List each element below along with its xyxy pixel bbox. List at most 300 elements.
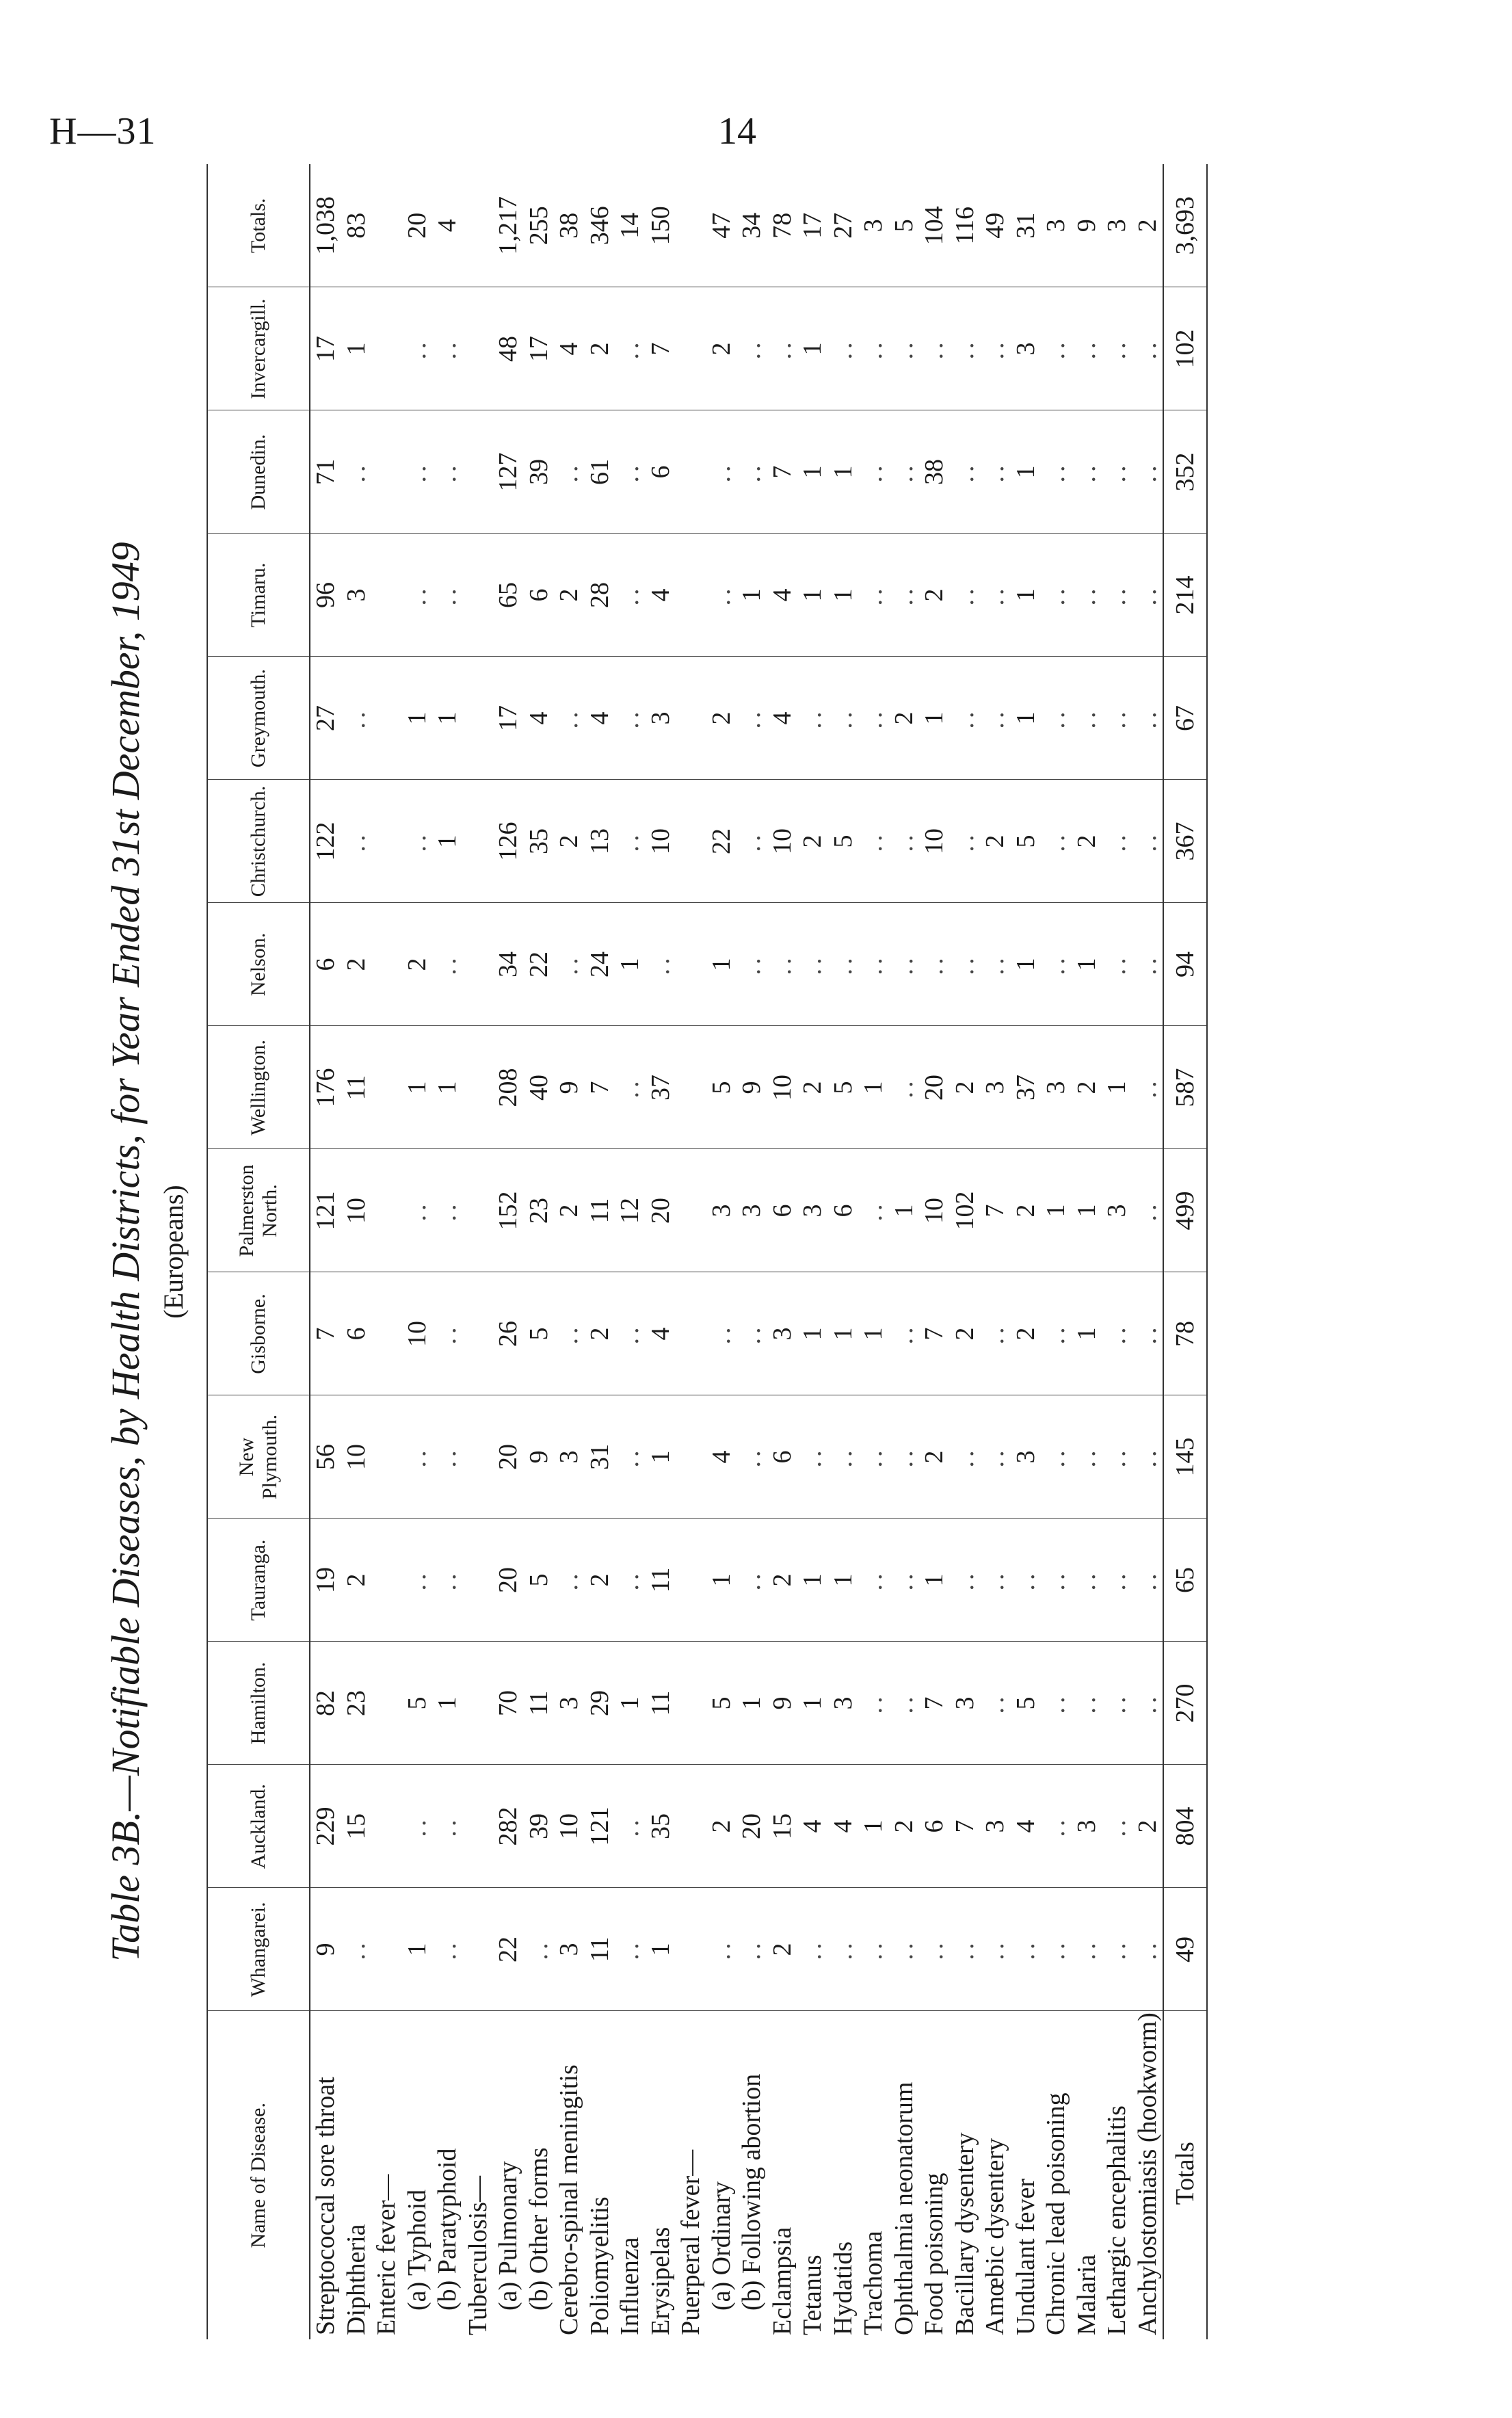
table-cell: 17 (493, 657, 524, 780)
table-cell: 1 (797, 410, 828, 534)
table-cell: 3 (980, 1026, 1011, 1149)
table-cell: 208 (493, 1026, 524, 1149)
table-cell: 6 (646, 410, 676, 534)
column-header: Nelson. (207, 903, 310, 1026)
table-cell: 15 (341, 1765, 372, 1888)
disease-name: (b) Following abortion (737, 2073, 766, 2311)
table-cell: 2 (402, 903, 433, 1026)
table-cell: 1 (615, 1642, 646, 1765)
table-cell: 1 (646, 1395, 676, 1519)
column-header: Totals. (207, 164, 310, 287)
table-cell: .. (919, 287, 950, 410)
table-cell: 11 (585, 1888, 615, 2011)
totals-cell: 67 (1163, 657, 1207, 780)
table-cell: .. (858, 903, 889, 1026)
table-cell: .. (797, 657, 828, 780)
table-cell: .. (554, 657, 585, 780)
table-cell: 2 (919, 534, 950, 657)
table-cell: 39 (524, 410, 555, 534)
table-cell: .. (706, 1272, 737, 1395)
table-cell: .. (402, 1395, 433, 1519)
table-cell: 3 (554, 1642, 585, 1765)
table-cell: 3 (341, 534, 372, 657)
column-header: Christchurch. (207, 780, 310, 903)
table-cell (371, 1765, 402, 1888)
table-cell: .. (341, 1888, 372, 2011)
table-cell: .. (1041, 1519, 1072, 1642)
table-cell: .. (1072, 1519, 1102, 1642)
table-cell: .. (737, 1395, 767, 1519)
table-cell: 176 (310, 1026, 341, 1149)
table-cell: .. (767, 903, 798, 1026)
rotated-table-block (103, 164, 1334, 2339)
table-cell: 1 (828, 1272, 859, 1395)
table-cell: .. (1072, 287, 1102, 410)
column-header: Gisborne. (207, 1272, 310, 1395)
table-cell: 1 (858, 1272, 889, 1395)
table-cell: 4 (432, 164, 463, 287)
table-subtitle: (Europeans) (158, 1185, 189, 1319)
column-header: Auckland. (207, 1765, 310, 1888)
table-cell: 1 (1041, 1149, 1072, 1272)
table-cell: .. (889, 1519, 920, 1642)
table-cell: 26 (493, 1272, 524, 1395)
table-cell: .. (767, 287, 798, 410)
table-cell: 1 (1011, 657, 1042, 780)
table-cell: .. (615, 1519, 646, 1642)
table-cell: 2 (767, 1519, 798, 1642)
table-cell: 39 (524, 1765, 555, 1888)
table-cell: 6 (767, 1395, 798, 1519)
table-cell: 1 (919, 657, 950, 780)
table-cell: .. (889, 1272, 920, 1395)
column-header: Whangarei. (207, 1888, 310, 2011)
table-cell: .. (737, 287, 767, 410)
table-cell: 102 (950, 1149, 981, 1272)
table-header-row (207, 164, 310, 2339)
table-cell: 27 (310, 657, 341, 780)
table-cell: 12 (615, 1149, 646, 1272)
table-row (980, 164, 1011, 2339)
disease-name: (b) Paratyphoid (433, 2148, 462, 2311)
table-cell: 5 (828, 780, 859, 903)
table-cell: .. (1072, 410, 1102, 534)
table-cell: .. (615, 287, 646, 410)
table-cell: 282 (493, 1765, 524, 1888)
table-cell: .. (1072, 534, 1102, 657)
table-cell: 2 (889, 1765, 920, 1888)
table-cell: 10 (767, 1026, 798, 1149)
table-cell: .. (797, 1888, 828, 2011)
table-cell: 3 (737, 1149, 767, 1272)
table-cell: 3 (646, 657, 676, 780)
table-cell: .. (828, 1888, 859, 2011)
table-cell: 35 (524, 780, 555, 903)
table-cell: 2 (341, 1519, 372, 1642)
table-cell: 1 (919, 1519, 950, 1642)
table-cell: .. (889, 903, 920, 1026)
table-cell: 1 (737, 534, 767, 657)
table-cell: .. (1041, 287, 1072, 410)
table-cell: 10 (341, 1149, 372, 1272)
table-cell: 1 (797, 1642, 828, 1765)
table-row (646, 164, 676, 2339)
table-body (310, 164, 1207, 2339)
table-cell: .. (950, 1519, 981, 1642)
table-cell: 4 (797, 1765, 828, 1888)
table-cell: 4 (767, 534, 798, 657)
table-cell: 1 (1011, 903, 1042, 1026)
table-cell (463, 903, 494, 1026)
table-cell: .. (980, 1395, 1011, 1519)
table-row (706, 164, 737, 2339)
totals-cell: 804 (1163, 1765, 1207, 1888)
table-row (554, 164, 585, 2339)
table-cell: .. (432, 287, 463, 410)
totals-cell: 94 (1163, 903, 1207, 1026)
table-cell: 13 (585, 780, 615, 903)
table-cell: .. (524, 1888, 555, 2011)
table-title: Table 3B.—Notifiable Diseases, by Health Districts, for Year Ended 31st December, 1949 (103, 542, 148, 1962)
table-cell: 48 (493, 287, 524, 410)
table-cell (463, 1888, 494, 2011)
table-cell: 22 (493, 1888, 524, 2011)
table-row (493, 164, 524, 2339)
table-cell: .. (1102, 1888, 1132, 2011)
table-cell: .. (950, 780, 981, 903)
table-cell: 61 (585, 410, 615, 534)
table-cell: 7 (950, 1765, 981, 1888)
disease-name: Food poisoning (920, 2172, 949, 2335)
table-cell (371, 1642, 402, 1765)
table-cell: .. (858, 1149, 889, 1272)
table-cell: .. (1072, 1395, 1102, 1519)
table-cell: .. (980, 1272, 1011, 1395)
table-row (889, 164, 920, 2339)
table-cell: 3 (797, 1149, 828, 1272)
table-cell: 34 (737, 164, 767, 287)
table-cell (676, 1519, 706, 1642)
column-header-disease-name: Name of Disease. (207, 2011, 310, 2339)
table-cell: 22 (706, 780, 737, 903)
table-cell: 10 (554, 1765, 585, 1888)
table-cell: .. (615, 1395, 646, 1519)
table-cell: 1 (1072, 903, 1102, 1026)
table-cell: .. (889, 780, 920, 903)
column-header: Palmerston North. (207, 1149, 310, 1272)
table-cell: .. (980, 1519, 1011, 1642)
table-cell (676, 903, 706, 1026)
totals-cell: 352 (1163, 410, 1207, 534)
table-cell: 9 (1072, 164, 1102, 287)
table-cell: 3 (1102, 164, 1132, 287)
table-cell: .. (432, 1395, 463, 1519)
table-cell: .. (1102, 1395, 1132, 1519)
table-cell: .. (1041, 1642, 1072, 1765)
table-row (310, 164, 341, 2339)
table-cell: .. (615, 780, 646, 903)
disease-name: Bacillary dysentery (950, 2132, 979, 2335)
table-cell: 7 (919, 1642, 950, 1765)
table-cell: .. (828, 903, 859, 1026)
table-cell: .. (615, 1765, 646, 1888)
table-cell (676, 1765, 706, 1888)
table-cell (676, 1888, 706, 2011)
table-cell: 1 (432, 780, 463, 903)
table-cell (371, 1272, 402, 1395)
table-row (858, 164, 889, 2339)
table-cell: 3 (858, 164, 889, 287)
table-cell: 2 (554, 534, 585, 657)
table-cell: .. (737, 903, 767, 1026)
table-cell: .. (432, 410, 463, 534)
table-cell: 2 (1132, 1765, 1164, 1888)
table-cell: 2 (1011, 1272, 1042, 1395)
table-cell: .. (1102, 410, 1132, 534)
table-cell: .. (1102, 1519, 1132, 1642)
table-cell: 1 (432, 1026, 463, 1149)
table-cell: 20 (646, 1149, 676, 1272)
table-cell: 3 (828, 1642, 859, 1765)
table-cell: .. (980, 657, 1011, 780)
column-header: Hamilton. (207, 1642, 310, 1765)
totals-cell: 49 (1163, 1888, 1207, 2011)
table-cell: 5 (1011, 1642, 1042, 1765)
table-cell: 4 (828, 1765, 859, 1888)
table-cell (676, 1272, 706, 1395)
table-cell: 14 (615, 164, 646, 287)
table-cell: .. (889, 1026, 920, 1149)
table-cell: .. (402, 1149, 433, 1272)
table-cell: 35 (646, 1765, 676, 1888)
table-cell (371, 1026, 402, 1149)
table-cell (463, 1026, 494, 1149)
table-cell (371, 657, 402, 780)
disease-name: Puerperal fever— (676, 2149, 705, 2335)
disease-name: Ophthalmia neonatorum (889, 2081, 918, 2335)
table-cell: .. (554, 1272, 585, 1395)
table-cell: .. (1102, 903, 1132, 1026)
table-row (432, 164, 463, 2339)
table-cell: 96 (310, 534, 341, 657)
table-cell: 3 (554, 1395, 585, 1519)
notifiable-diseases-table (207, 164, 1208, 2339)
table-cell: 1 (737, 1642, 767, 1765)
table-cell: .. (950, 657, 981, 780)
table-cell: 1 (1102, 1026, 1132, 1149)
table-cell: 2 (797, 1026, 828, 1149)
table-cell: 3 (950, 1642, 981, 1765)
table-cell: .. (1041, 903, 1072, 1026)
table-cell (676, 1026, 706, 1149)
table-cell: .. (1132, 1395, 1164, 1519)
disease-name: Amœbic dysentery (981, 2138, 1009, 2335)
totals-cell: 587 (1163, 1026, 1207, 1149)
table-cell (676, 1395, 706, 1519)
table-cell (676, 534, 706, 657)
table-cell: 17 (797, 164, 828, 287)
table-cell: .. (858, 287, 889, 410)
table-cell (676, 164, 706, 287)
table-cell: 2 (1072, 780, 1102, 903)
table-cell: 27 (828, 164, 859, 287)
table-cell (371, 780, 402, 903)
table-cell: .. (828, 657, 859, 780)
table-cell (371, 1519, 402, 1642)
table-cell: 2 (585, 1519, 615, 1642)
table-cell: .. (1072, 657, 1102, 780)
table-cell: 1 (1011, 534, 1042, 657)
table-cell: 5 (706, 1026, 737, 1149)
disease-name: Diphtheria (341, 2224, 371, 2335)
table-cell: 2 (554, 1149, 585, 1272)
disease-name: Undulant fever (1011, 2179, 1040, 2335)
table-cell: .. (828, 1395, 859, 1519)
totals-cell: 78 (1163, 1272, 1207, 1395)
table-row (828, 164, 859, 2339)
table-cell: 1 (797, 1519, 828, 1642)
table-cell: 121 (585, 1765, 615, 1888)
table-cell: 9 (524, 1395, 555, 1519)
table-cell: .. (1072, 1888, 1102, 2011)
table-cell: 11 (646, 1642, 676, 1765)
table-cell: .. (950, 410, 981, 534)
table-cell: 2 (919, 1395, 950, 1519)
table-cell: .. (341, 780, 372, 903)
table-cell (463, 1642, 494, 1765)
totals-row (1163, 164, 1207, 2339)
table-cell: .. (858, 534, 889, 657)
table-cell: 2 (706, 1765, 737, 1888)
table-cell: 15 (767, 1765, 798, 1888)
totals-label: Totals (1163, 2011, 1207, 2339)
table-cell: .. (950, 1395, 981, 1519)
table-cell: 7 (310, 1272, 341, 1395)
table-cell: 11 (585, 1149, 615, 1272)
page-code: H—31 (49, 110, 157, 153)
table-cell: 150 (646, 164, 676, 287)
table-row (950, 164, 981, 2339)
table-cell: 22 (524, 903, 555, 1026)
table-cell: .. (1132, 780, 1164, 903)
disease-name: Erysipelas (646, 2226, 675, 2335)
table-cell: .. (980, 903, 1011, 1026)
table-cell (371, 164, 402, 287)
table-cell: .. (402, 534, 433, 657)
table-cell: 9 (310, 1888, 341, 2011)
table-cell (676, 410, 706, 534)
table-cell: .. (402, 1519, 433, 1642)
table-cell: 31 (1011, 164, 1042, 287)
disease-name: Hydatids (828, 2241, 858, 2335)
table-cell: .. (615, 657, 646, 780)
table-cell: 1 (402, 657, 433, 780)
table-cell: 5 (524, 1519, 555, 1642)
table-cell (676, 780, 706, 903)
table-cell (371, 1888, 402, 2011)
table-cell: .. (432, 534, 463, 657)
table-cell: 7 (980, 1149, 1011, 1272)
table-row (341, 164, 372, 2339)
table-cell: 3 (1041, 164, 1072, 287)
table-cell: .. (1041, 534, 1072, 657)
table-cell: 20 (493, 1395, 524, 1519)
table-cell: 1 (797, 1272, 828, 1395)
table-cell: .. (615, 534, 646, 657)
totals-cell: 499 (1163, 1149, 1207, 1272)
table-cell (463, 1765, 494, 1888)
table-cell: 3 (1072, 1765, 1102, 1888)
disease-name: (b) Other forms (524, 2147, 553, 2311)
table-cell: 78 (767, 164, 798, 287)
table-cell: 2 (1072, 1026, 1102, 1149)
table-cell: 3 (980, 1765, 1011, 1888)
table-cell: 1 (646, 1888, 676, 2011)
table-cell: 229 (310, 1765, 341, 1888)
table-cell (463, 1395, 494, 1519)
disease-name: Trachoma (859, 2231, 888, 2335)
table-cell: 9 (554, 1026, 585, 1149)
table-cell: 2 (889, 657, 920, 780)
column-header: Wellington. (207, 1026, 310, 1149)
table-cell: 255 (524, 164, 555, 287)
table-cell: 122 (310, 780, 341, 903)
table-cell: .. (554, 903, 585, 1026)
disease-name: Enteric fever— (372, 2174, 401, 2335)
table-cell: .. (402, 780, 433, 903)
table-cell: 20 (493, 1519, 524, 1642)
table-cell: .. (828, 287, 859, 410)
table-cell (371, 410, 402, 534)
table-cell: 31 (585, 1395, 615, 1519)
table-cell: 10 (402, 1272, 433, 1395)
table-cell: 19 (310, 1519, 341, 1642)
table-cell: .. (1041, 1765, 1072, 1888)
table-cell: 121 (310, 1149, 341, 1272)
table-cell: 2 (1132, 164, 1164, 287)
table-cell: 2 (554, 780, 585, 903)
table-cell: .. (1132, 1149, 1164, 1272)
table-row (1072, 164, 1102, 2339)
table-cell: 6 (524, 534, 555, 657)
table-cell: 2 (1011, 1149, 1042, 1272)
table-cell: 4 (1011, 1765, 1042, 1888)
disease-name: Tetanus (798, 2255, 827, 2335)
table-cell: 127 (493, 410, 524, 534)
table-cell (463, 657, 494, 780)
table-cell: 10 (919, 1149, 950, 1272)
table-cell: .. (1041, 657, 1072, 780)
table-cell (371, 1395, 402, 1519)
table-row (737, 164, 767, 2339)
table-cell: 4 (554, 287, 585, 410)
table-row (1041, 164, 1072, 2339)
table-cell: 1 (341, 287, 372, 410)
table-cell: 34 (493, 903, 524, 1026)
table-cell: .. (646, 903, 676, 1026)
table-cell (463, 410, 494, 534)
table-cell: 38 (919, 410, 950, 534)
disease-name: Malaria (1072, 2254, 1101, 2335)
table-cell: .. (1102, 1765, 1132, 1888)
table-cell: 11 (646, 1519, 676, 1642)
table-cell: 65 (493, 534, 524, 657)
table-cell: 2 (706, 657, 737, 780)
table-cell: 2 (950, 1026, 981, 1149)
table-cell: .. (858, 410, 889, 534)
table-cell: 7 (646, 287, 676, 410)
table-cell: .. (980, 287, 1011, 410)
